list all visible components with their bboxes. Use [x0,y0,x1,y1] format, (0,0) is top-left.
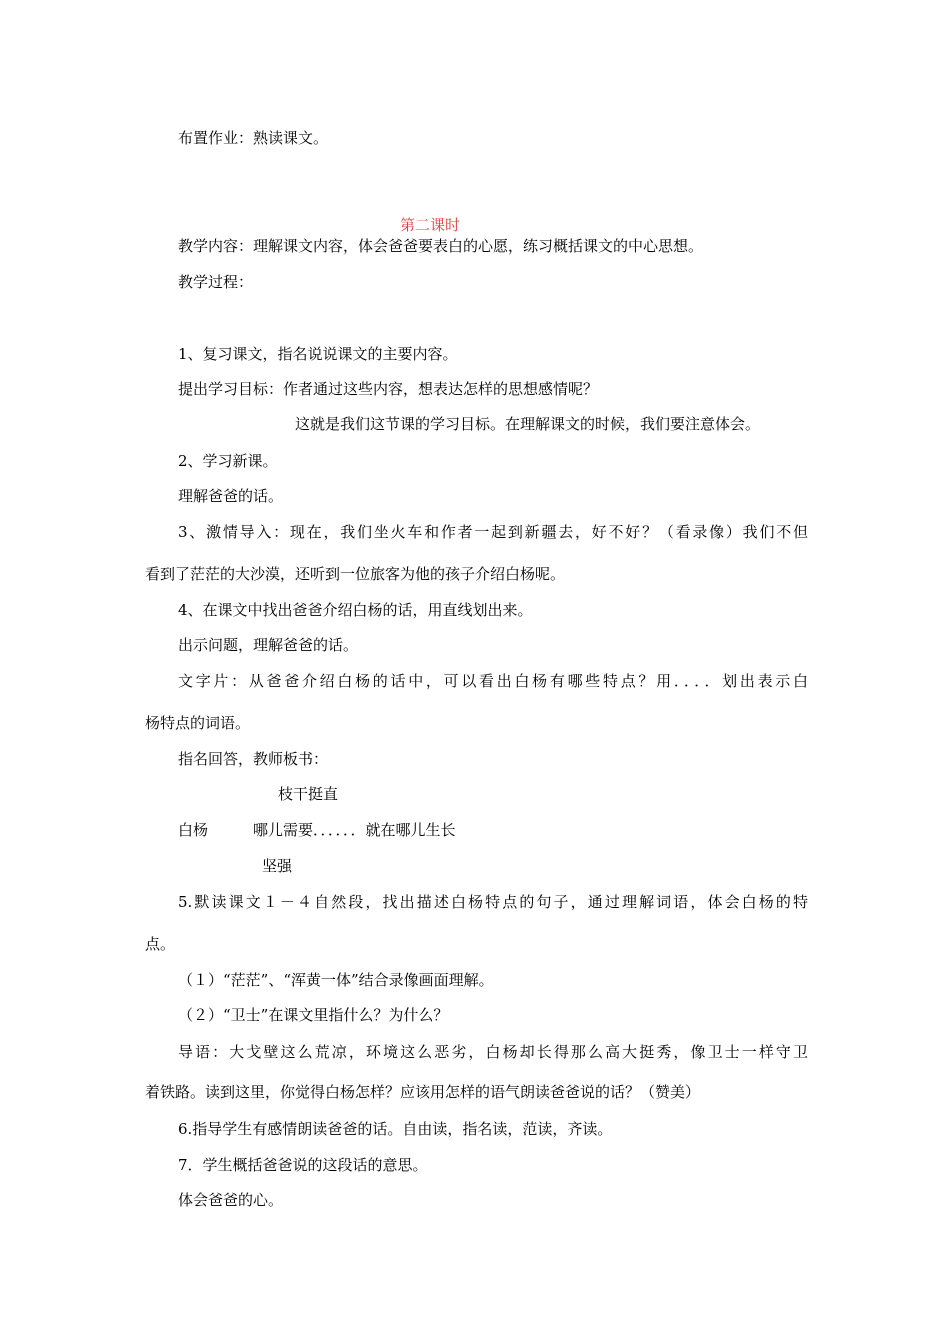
item-2-line: （２）“卫士”在课文里指什么？为什么？ [178,1006,449,1024]
question-line: 出示问题，理解爸爸的话。 [178,636,359,654]
intro-line-2: 看到了茫茫的大沙漠，还听到一位旅客为他的孩子介绍白杨呢。 [145,565,566,583]
read-line-2: 点。 [145,935,176,953]
find-line: 4、在课文中找出爸爸介绍白杨的话，用直线划出来。 [178,601,533,619]
review-line: 1、复习课文，指名说说课文的主要内容。 [178,345,458,363]
slide-line-1: 文字片：从爸爸介绍白杨的话中，可以看出白杨有哪些特点？用．．．．划出表示白 [178,672,808,690]
board-left: 白杨 [178,821,209,839]
guide-line-1: 导语：大戈壁这么荒凉，环境这么恶劣，白杨却长得那么高大挺秀，像卫士一样守卫 [178,1043,808,1061]
homework-line: 布置作业：熟读课文。 [178,129,329,147]
answer-line: 指名回答，教师板书： [178,750,329,768]
guide-line-2: 着铁路。读到这里，你觉得白杨怎样？应该用怎样的语气朗读爸爸说的话？（赞美） [145,1083,701,1101]
slide-line-2: 杨特点的词语。 [145,714,251,732]
understand-dad-line: 理解爸爸的话。 [178,487,284,505]
board-middle: 哪儿需要．．．．．．就在哪儿生长 [253,821,456,839]
goal-line: 提出学习目标：作者通过这些内容，想表达怎样的思想感情呢？ [178,380,599,398]
goal-detail-line: 这就是我们这节课的学习目标。在理解课文的时候，我们要注意体会。 [295,415,761,433]
content-line: 教学内容：理解课文内容，体会爸爸要表白的心愿，练习概括课文的中心思想。 [178,237,704,255]
step-6-line: 6.指导学生有感情朗读爸爸的话。自由读，指名读，范读，齐读。 [178,1120,613,1138]
board-bottom: 坚强 [262,857,293,875]
intro-line-1: 3、激情导入：现在，我们坐火车和作者一起到新疆去，好不好？（看录像）我们不但 [178,523,808,541]
new-lesson-line: 2、学习新课。 [178,452,278,470]
feel-line: 体会爸爸的心。 [178,1191,284,1209]
step-7-line: 7．学生概括爸爸说的这段话的意思。 [178,1156,428,1174]
process-line: 教学过程： [178,273,254,291]
board-top: 枝干挺直 [278,785,339,803]
section-title: 第二课时 [399,216,460,234]
read-line-1: 5.默读课文１－４自然段，找出描述白杨特点的句子，通过理解词语，体会白杨的特 [178,893,808,911]
item-1-line: （１）“茫茫”、“浑黄一体”结合录像画面理解。 [178,971,494,989]
